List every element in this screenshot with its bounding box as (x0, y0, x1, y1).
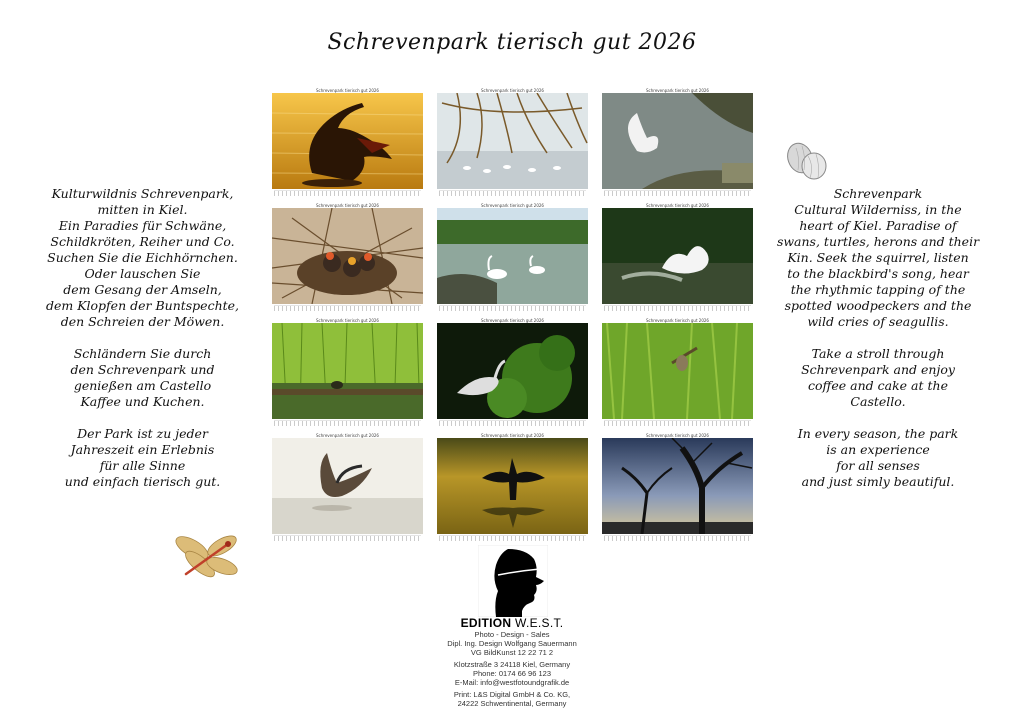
text-line: and just simly beautiful. (801, 474, 955, 489)
thumbnail-caption: Schrevenpark tierisch gut 2026 (646, 318, 709, 323)
thumbnail-caption: Schrevenpark tierisch gut 2026 (646, 203, 709, 208)
calendar-thumbnail (602, 433, 753, 541)
text-line: den Schreien der Möwen. (60, 314, 225, 329)
english-paragraph (768, 426, 988, 490)
text-line: Kaffee und Kuchen. (80, 394, 205, 409)
text-line: Schildkröten, Reiher und Co. (50, 234, 235, 249)
text-line: Take a stroll through (811, 346, 945, 361)
text-line: dem Klopfen der Buntspechte, (45, 298, 240, 313)
calendar-thumbnail (437, 203, 588, 311)
text-line: wild cries of seagullis. (807, 314, 949, 329)
brand-bold: EDITION (460, 616, 512, 630)
calendar-days-strip (604, 535, 751, 541)
photo-bird-willow (602, 323, 753, 419)
thumbnail-caption: Schrevenpark tierisch gut 2026 (481, 433, 544, 438)
calendar-days-strip (274, 535, 421, 541)
text-line: heart of Kiel. Paradise of (799, 218, 957, 233)
text-line: spotted woodpeckers and the (784, 298, 972, 313)
photo-goose-landing (272, 438, 423, 534)
text-line: Suchen Sie die Eichhörnchen. (47, 250, 238, 265)
text-line: und einfach tierisch gut. (64, 474, 221, 489)
german-paragraph (30, 426, 255, 490)
photo-swan-running (602, 208, 753, 304)
text-line: mitten in Kiel. (97, 202, 188, 217)
text-line: dem Gesang der Amseln, (63, 282, 222, 297)
text-line: the rhythmic tapping of the (790, 282, 966, 297)
calendar-days-strip (439, 420, 586, 426)
calendar-thumbnail (272, 203, 423, 311)
calendar-thumbnail (437, 88, 588, 196)
calendar-thumbnail (602, 203, 753, 311)
phone: Phone: 0174 66 96 123 (473, 669, 551, 678)
calendar-days-strip (604, 420, 751, 426)
text-line: Castello. (850, 394, 906, 409)
text-line: is an experience (826, 442, 930, 457)
text-line: coffee and cake at the (808, 378, 948, 393)
calendar-grid (272, 88, 752, 543)
calendar-days-strip (439, 305, 586, 311)
designer: Dipl. Ing. Design Wolfgang Sauermann (447, 639, 577, 648)
shell-icon (784, 140, 830, 188)
thumbnail-caption: Schrevenpark tierisch gut 2026 (646, 433, 709, 438)
text-line: Oder lauschen Sie (84, 266, 201, 281)
calendar-days-strip (274, 420, 421, 426)
text-line: Ein Paradies für Schwäne, (58, 218, 227, 233)
calendar-days-strip (439, 190, 586, 196)
thumbnail-caption: Schrevenpark tierisch gut 2026 (316, 203, 379, 208)
photo-swan-landing (602, 93, 753, 189)
calendar-days-strip (274, 190, 421, 196)
calendar-days-strip (604, 190, 751, 196)
thumbnail-caption: Schrevenpark tierisch gut 2026 (646, 88, 709, 93)
text-line: Schländern Sie durch (73, 346, 212, 361)
publisher-brand (380, 616, 644, 630)
text-line: genießen am Castello (73, 378, 212, 393)
vg-number: VG BildKunst 12 22 71 2 (470, 648, 554, 657)
text-line: for all senses (836, 458, 920, 473)
calendar-days-strip (439, 535, 586, 541)
calendar-thumbnail (272, 433, 423, 541)
english-description (768, 186, 988, 506)
photo-bare-tree-dusk (602, 438, 753, 534)
thumbnail-caption: Schrevenpark tierisch gut 2026 (316, 318, 379, 323)
thumbnail-caption: Schrevenpark tierisch gut 2026 (316, 88, 379, 93)
german-description (30, 186, 255, 506)
profile-silhouette-logo (478, 545, 548, 617)
calendar-thumbnail (602, 88, 753, 196)
text-line: to the blackbird's song, hear (787, 266, 969, 281)
english-paragraph (768, 346, 988, 410)
calendar-thumbnail (272, 318, 423, 426)
text-line: Kin. Seek the squirrel, listen (787, 250, 969, 265)
calendar-thumbnail (437, 318, 588, 426)
thumbnail-caption: Schrevenpark tierisch gut 2026 (481, 203, 544, 208)
german-paragraph (30, 346, 255, 410)
thumbnail-caption: Schrevenpark tierisch gut 2026 (481, 318, 544, 323)
photo-cormorant (437, 438, 588, 534)
text-line: Schrevenpark and enjoy (801, 362, 955, 377)
photo-swans-lake (437, 208, 588, 304)
print-line-1: Print: L&S Digital GmbH & Co. KG, (453, 690, 571, 699)
text-line: den Schrevenpark und (70, 362, 215, 377)
dragonfly-icon (170, 528, 250, 592)
photo-turtle-willow (272, 323, 423, 419)
calendar-thumbnail (272, 88, 423, 196)
calendar-days-strip (604, 305, 751, 311)
brand-rest: W.E.S.T. (511, 616, 564, 630)
text-line: Kulturwildnis Schrevenpark, (51, 186, 234, 201)
tagline: Photo - Design - Sales (474, 630, 550, 639)
photo-willow-swans (437, 93, 588, 189)
email: E-Mail: info@westfotoundgrafik.de (454, 678, 570, 687)
text-line: swans, turtles, herons and their (776, 234, 980, 249)
text-line: Jahreszeit ein Erlebnis (70, 442, 215, 457)
text-line: Schrevenpark (833, 186, 923, 201)
text-line: Cultural Wilderniss, in the (794, 202, 962, 217)
publisher-info (380, 616, 644, 708)
photo-coot-nest (272, 208, 423, 304)
thumbnail-caption: Schrevenpark tierisch gut 2026 (481, 88, 544, 93)
page-title: Schrevenpark tierisch gut 2026 (327, 30, 697, 55)
print-line-2: 24222 Schwentinental, Germany (457, 699, 567, 708)
english-paragraph (768, 186, 988, 330)
text-line: Der Park ist zu jeder (77, 426, 208, 441)
address: Klotzstraße 3 24118 Kiel, Germany (453, 660, 571, 669)
photo-swan-sunset (272, 93, 423, 189)
german-paragraph (30, 186, 255, 330)
text-line: für alle Sinne (99, 458, 186, 473)
calendar-days-strip (274, 305, 421, 311)
calendar-thumbnail (602, 318, 753, 426)
calendar-thumbnail (437, 433, 588, 541)
thumbnail-caption: Schrevenpark tierisch gut 2026 (316, 433, 379, 438)
photo-heron-bush (437, 323, 588, 419)
text-line: In every season, the park (797, 426, 959, 441)
